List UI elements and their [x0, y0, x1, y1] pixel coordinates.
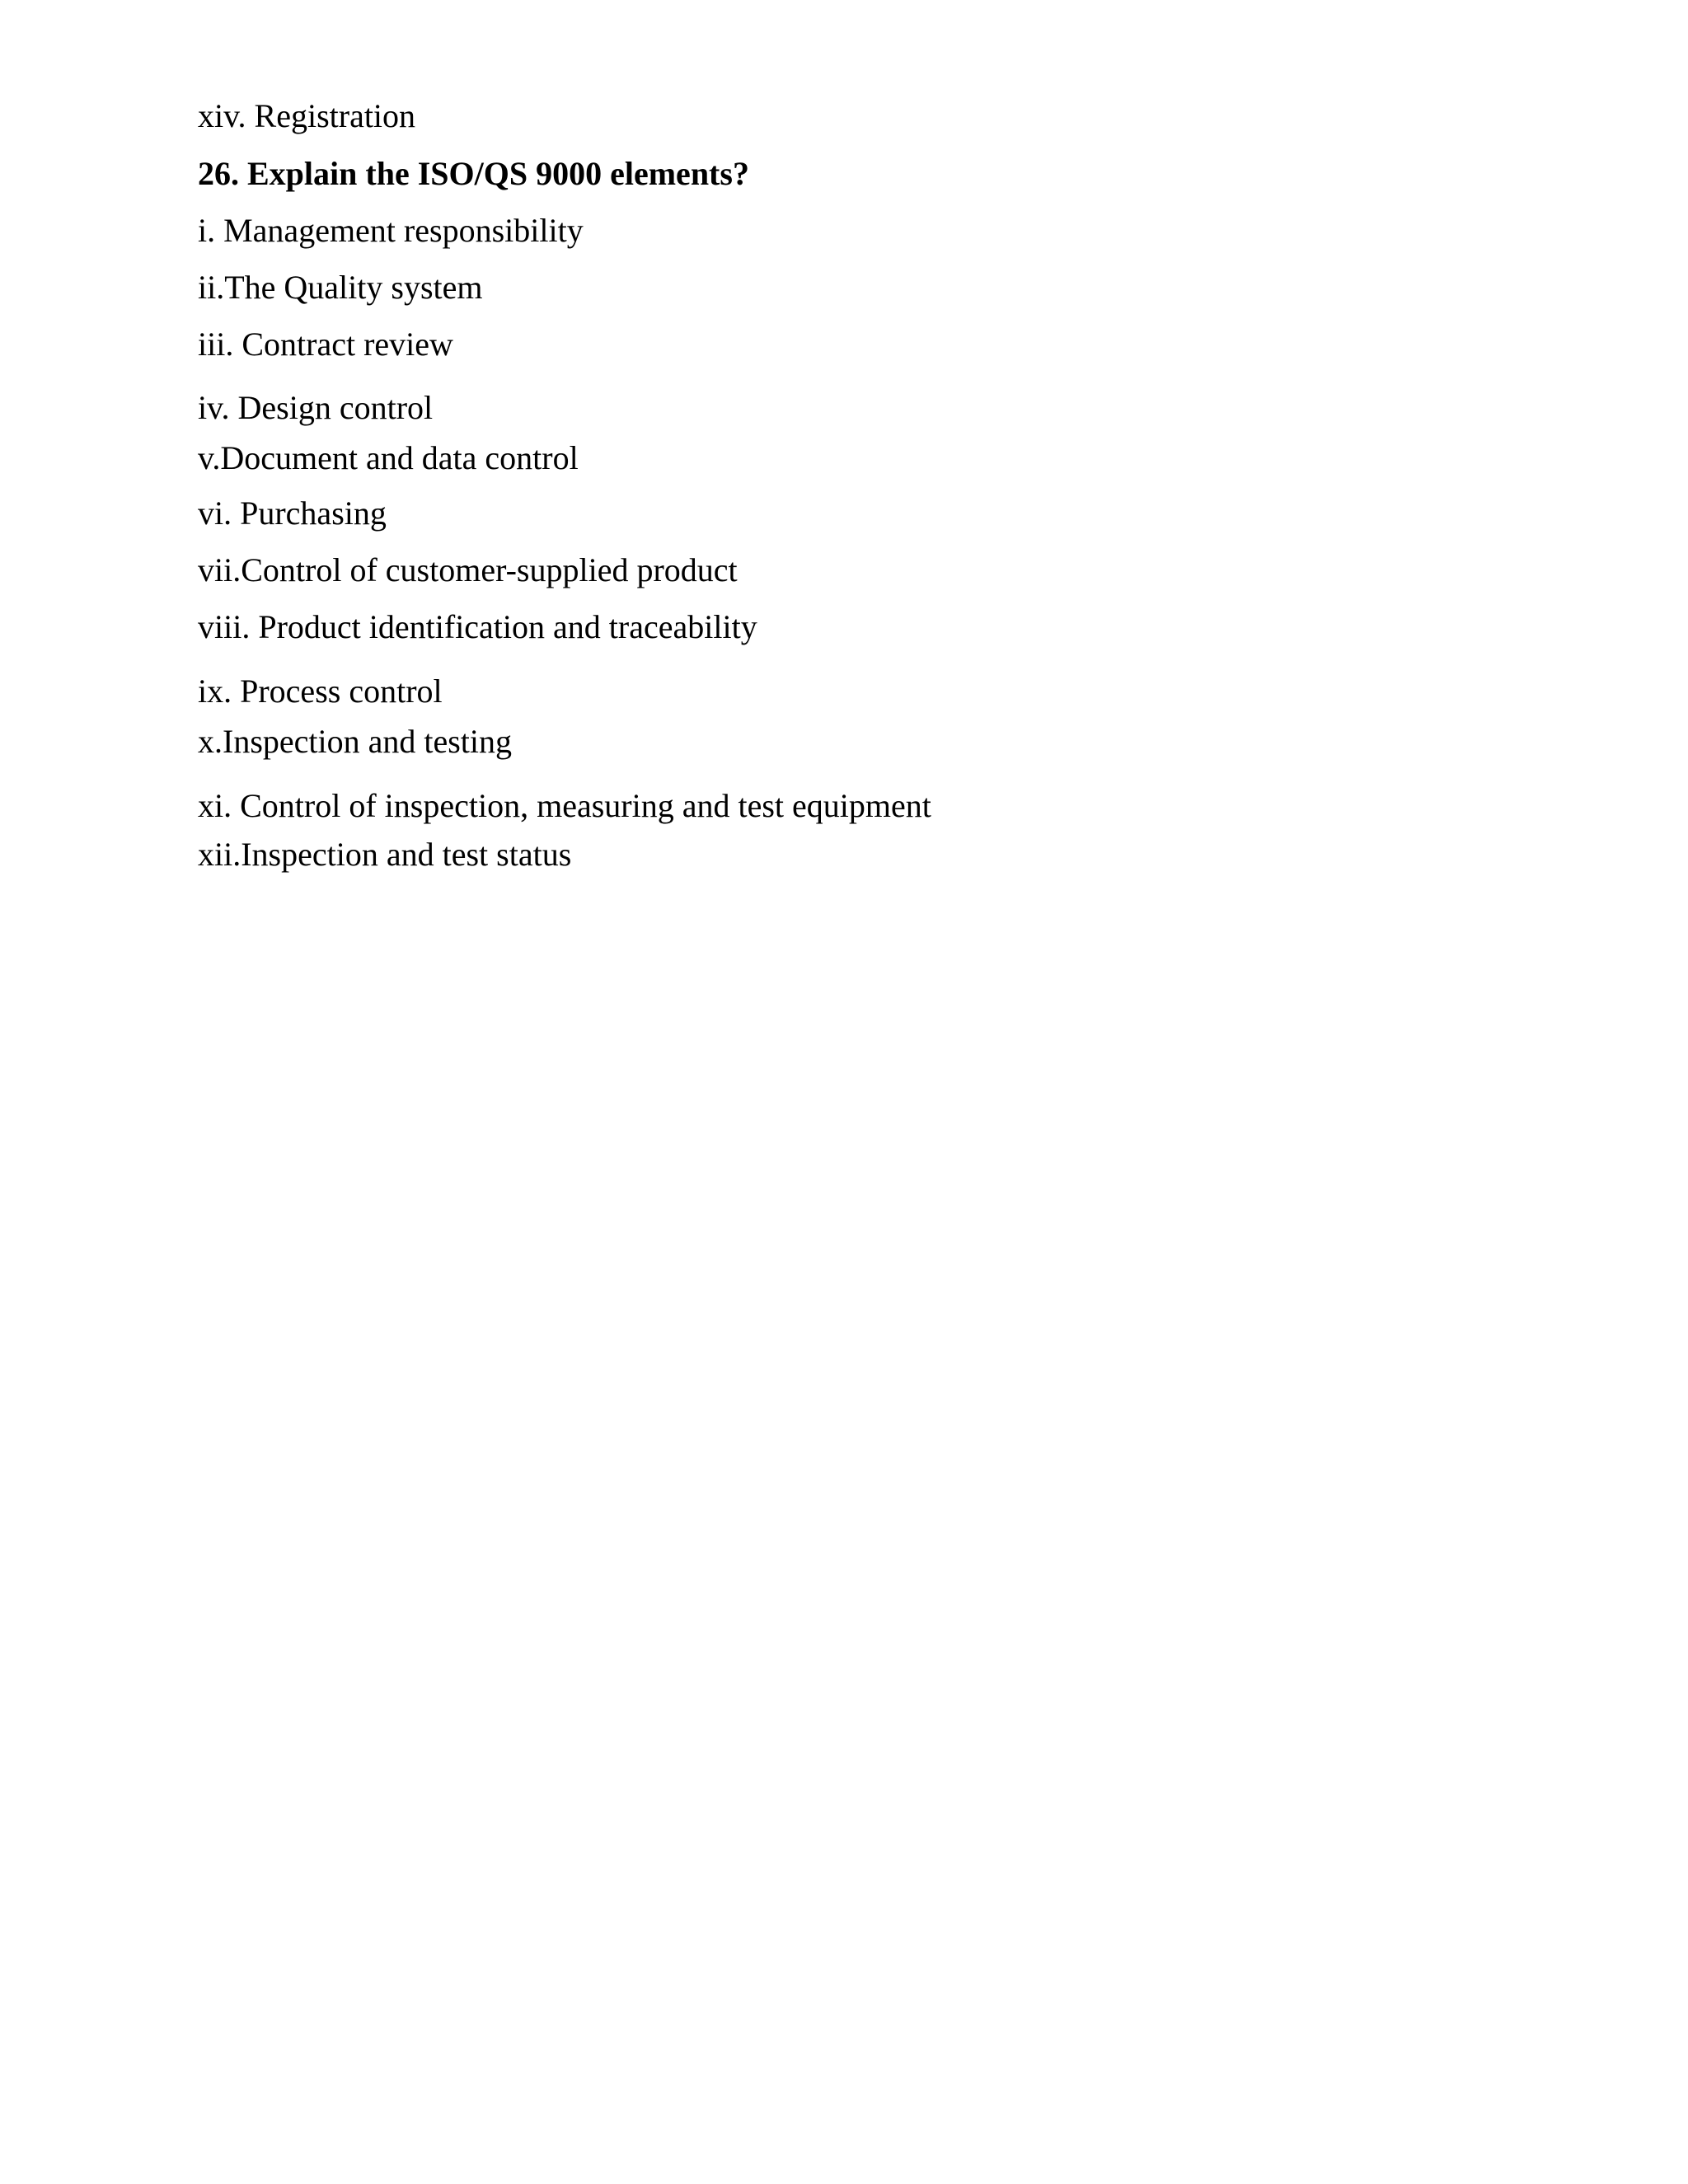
list-item: xii.Inspection and test status — [198, 836, 572, 873]
list-item: iii. Contract review — [198, 326, 453, 363]
list-item: ix. Process control — [198, 673, 443, 710]
list-item: x.Inspection and testing — [198, 723, 513, 760]
list-item: xi. Control of inspection, measuring and test equipment — [198, 787, 931, 824]
continued-list-item: xiv. Registration — [198, 97, 416, 134]
question-heading: 26. Explain the ISO/QS 9000 elements? — [198, 155, 749, 192]
list-item: vi. Purchasing — [198, 494, 387, 532]
list-item: v.Document and data control — [198, 439, 579, 476]
list-item: viii. Product identification and traceability — [198, 608, 757, 645]
list-item: vii.Control of customer-supplied product — [198, 551, 738, 588]
list-item: i. Management responsibility — [198, 212, 584, 249]
list-item: iv. Design control — [198, 389, 434, 426]
list-item: ii.The Quality system — [198, 269, 483, 306]
